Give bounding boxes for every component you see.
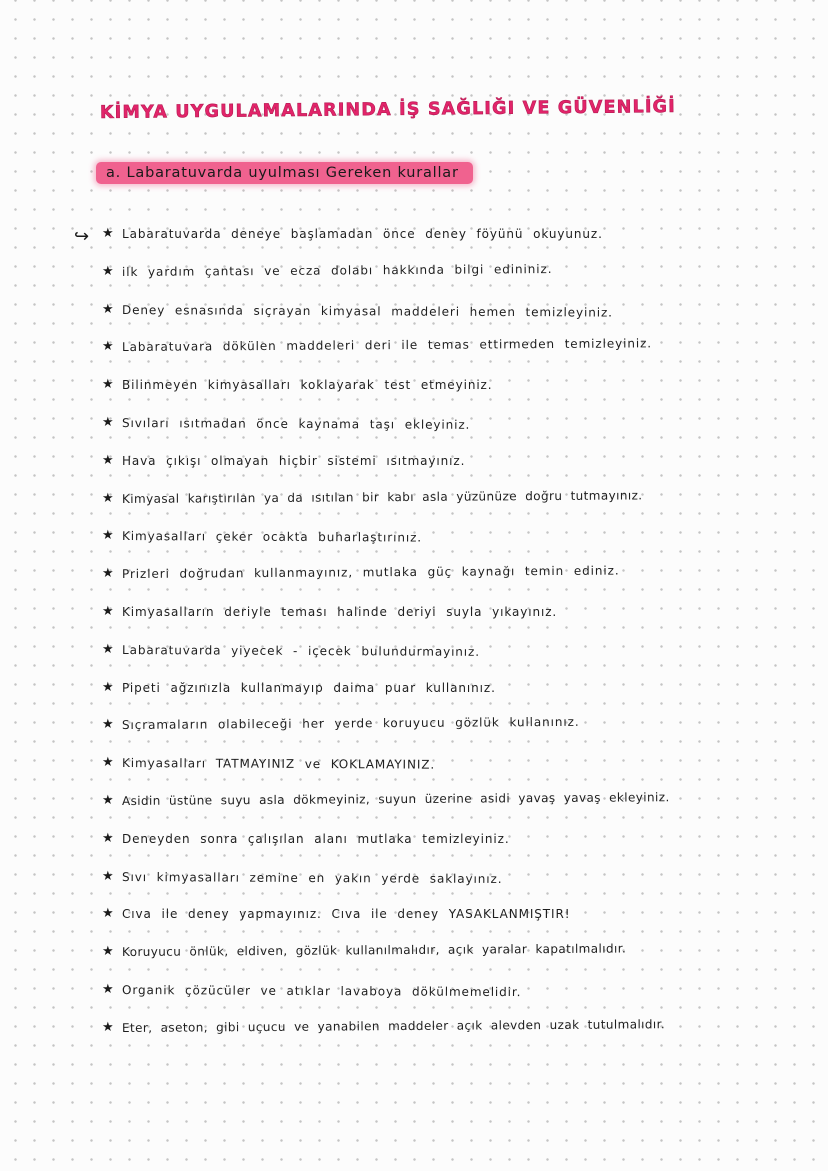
- star-icon: ★: [102, 452, 114, 468]
- star-icon: ★: [102, 490, 114, 506]
- rule-text: Pipeti ağzınızla kullanmayıp daima puar kullanınız.: [122, 680, 496, 695]
- star-icon: ★: [102, 528, 114, 544]
- rule-item: [102, 602, 792, 640]
- rule-text: Eter, aseton, gibi uçucu ve yanabilen maddeler açık alevden uzak tutulmalıdır.: [121, 1016, 666, 1035]
- star-icon: ★: [102, 906, 114, 922]
- star-icon: ★: [102, 679, 114, 695]
- rule-text: Organik çözücüler ve atıklar lavaboya dökülmemelidir.: [121, 982, 522, 1000]
- rule-text: Deney esnasında sıçrayan kimyasal maddeleri hemen temizleyiniz.: [121, 302, 613, 320]
- rule-item: [102, 489, 792, 527]
- rule-text: Kimyasalların deriyle teması halinde deriyi suyla yıkayınız.: [122, 604, 558, 619]
- section-heading: a. Labaratuvarda uyulması Gereken kurallar: [106, 165, 459, 181]
- star-icon: ★: [102, 603, 114, 619]
- star-icon: ★: [102, 414, 114, 430]
- star-icon: ★: [102, 377, 114, 393]
- rule-item: [102, 640, 792, 678]
- star-icon: ★: [102, 717, 114, 733]
- page-title: KİMYA UYGULAMALARINDA İŞ SAĞLIĞI VE GÜVENLİĞİ: [99, 96, 676, 123]
- rule-text: Labaratuvarda yiyecek - içecek bulundurmayınız.: [121, 642, 481, 659]
- rule-text: Bilinmeyen kimyasalları koklayarak test etmeyiniz.: [122, 378, 493, 393]
- rule-text: Hava çıkışı olmayan hiçbir sistemi ısıtmayınız.: [122, 453, 466, 468]
- rule-text: Kimyasalları TATMAYINIZ ve KOKLAMAYINIZ.: [121, 756, 436, 772]
- star-icon: ★: [102, 755, 114, 771]
- rule-item: [102, 451, 792, 489]
- rule-item: [102, 300, 792, 338]
- star-icon: ★: [102, 339, 114, 355]
- star-icon: ★: [102, 981, 114, 997]
- star-icon: ★: [102, 868, 114, 884]
- star-icon: ★: [102, 566, 114, 582]
- rule-text: Sıvı kimyasalları zemine en yakın yerde saklayınız.: [121, 869, 503, 886]
- rule-text: Deneyden sonra çalışılan alanı mutlaka temizleyiniz.: [122, 831, 510, 846]
- section-heading-highlight: [96, 162, 473, 184]
- rule-text: Koruyucu önlük, eldiven, gözlük kullanılmalıdır, açık yaralar kapatılmalıdır.: [121, 941, 627, 960]
- rule-item: [102, 791, 792, 829]
- rule-item: [102, 262, 792, 300]
- rule-item: [102, 1018, 792, 1056]
- rule-text: ilk yardım çantası ve ecza dolabı hakkında bilgi edininiz.: [121, 261, 553, 279]
- rules-list: [102, 224, 792, 1056]
- rule-item: [102, 413, 792, 451]
- rule-text: Labaratuvara dökülen maddeleri deri ile temas ettirmeden temizleyiniz.: [121, 336, 653, 355]
- star-icon: ★: [102, 1019, 114, 1035]
- rule-item: [102, 337, 792, 375]
- rule-text: Cıva ile deney yapmayınız. Cıva ile deney YASAKLANMIŞTIR!: [122, 907, 571, 922]
- star-icon: ★: [102, 263, 114, 279]
- rule-item: [102, 753, 792, 791]
- rule-item: [102, 224, 792, 262]
- rule-item: [102, 375, 792, 413]
- rule-item: [102, 980, 792, 1018]
- rule-item: [102, 904, 792, 942]
- star-icon: ★: [102, 301, 114, 317]
- rule-item: [102, 678, 792, 716]
- rule-text: Prizleri doğrudan kullanmayınız, mutlaka güç kaynağı temin ediniz.: [121, 563, 620, 582]
- rule-text: Sıvıları ısıtmadan önce kaynama taşı ekleyiniz.: [121, 415, 471, 432]
- rule-item: [102, 526, 792, 564]
- rule-item: [102, 715, 792, 753]
- star-icon: ★: [102, 641, 114, 657]
- rule-item: [102, 564, 792, 602]
- rule-item: [102, 942, 792, 980]
- rule-text: Asidin üstüne suyu asla dökmeyiniz, suyun üzerine asidi yavaş yavaş ekleyiniz.: [121, 790, 670, 808]
- rule-item: [102, 867, 792, 905]
- star-icon: ★: [102, 226, 114, 241]
- rule-text: Kimyasalları çeker ocakta buharlaştırınız.: [121, 529, 423, 545]
- rule-text: Sıçramaların olabileceği her yerde koruyucu gözlük kullanınız.: [121, 715, 580, 733]
- star-icon: ★: [102, 792, 114, 808]
- arrow-right-icon: ↪: [74, 226, 90, 247]
- rule-text: Labaratuvarda deneye başlamadan önce deney föyünü okuyunuz.: [122, 227, 603, 241]
- rule-item: [102, 829, 792, 867]
- star-icon: ★: [102, 944, 114, 960]
- star-icon: ★: [102, 830, 114, 846]
- rule-text: Kimyasal karıştırılan ya da ısıtılan bir kabı asla yüzünüze doğru tutmayınız.: [121, 487, 643, 506]
